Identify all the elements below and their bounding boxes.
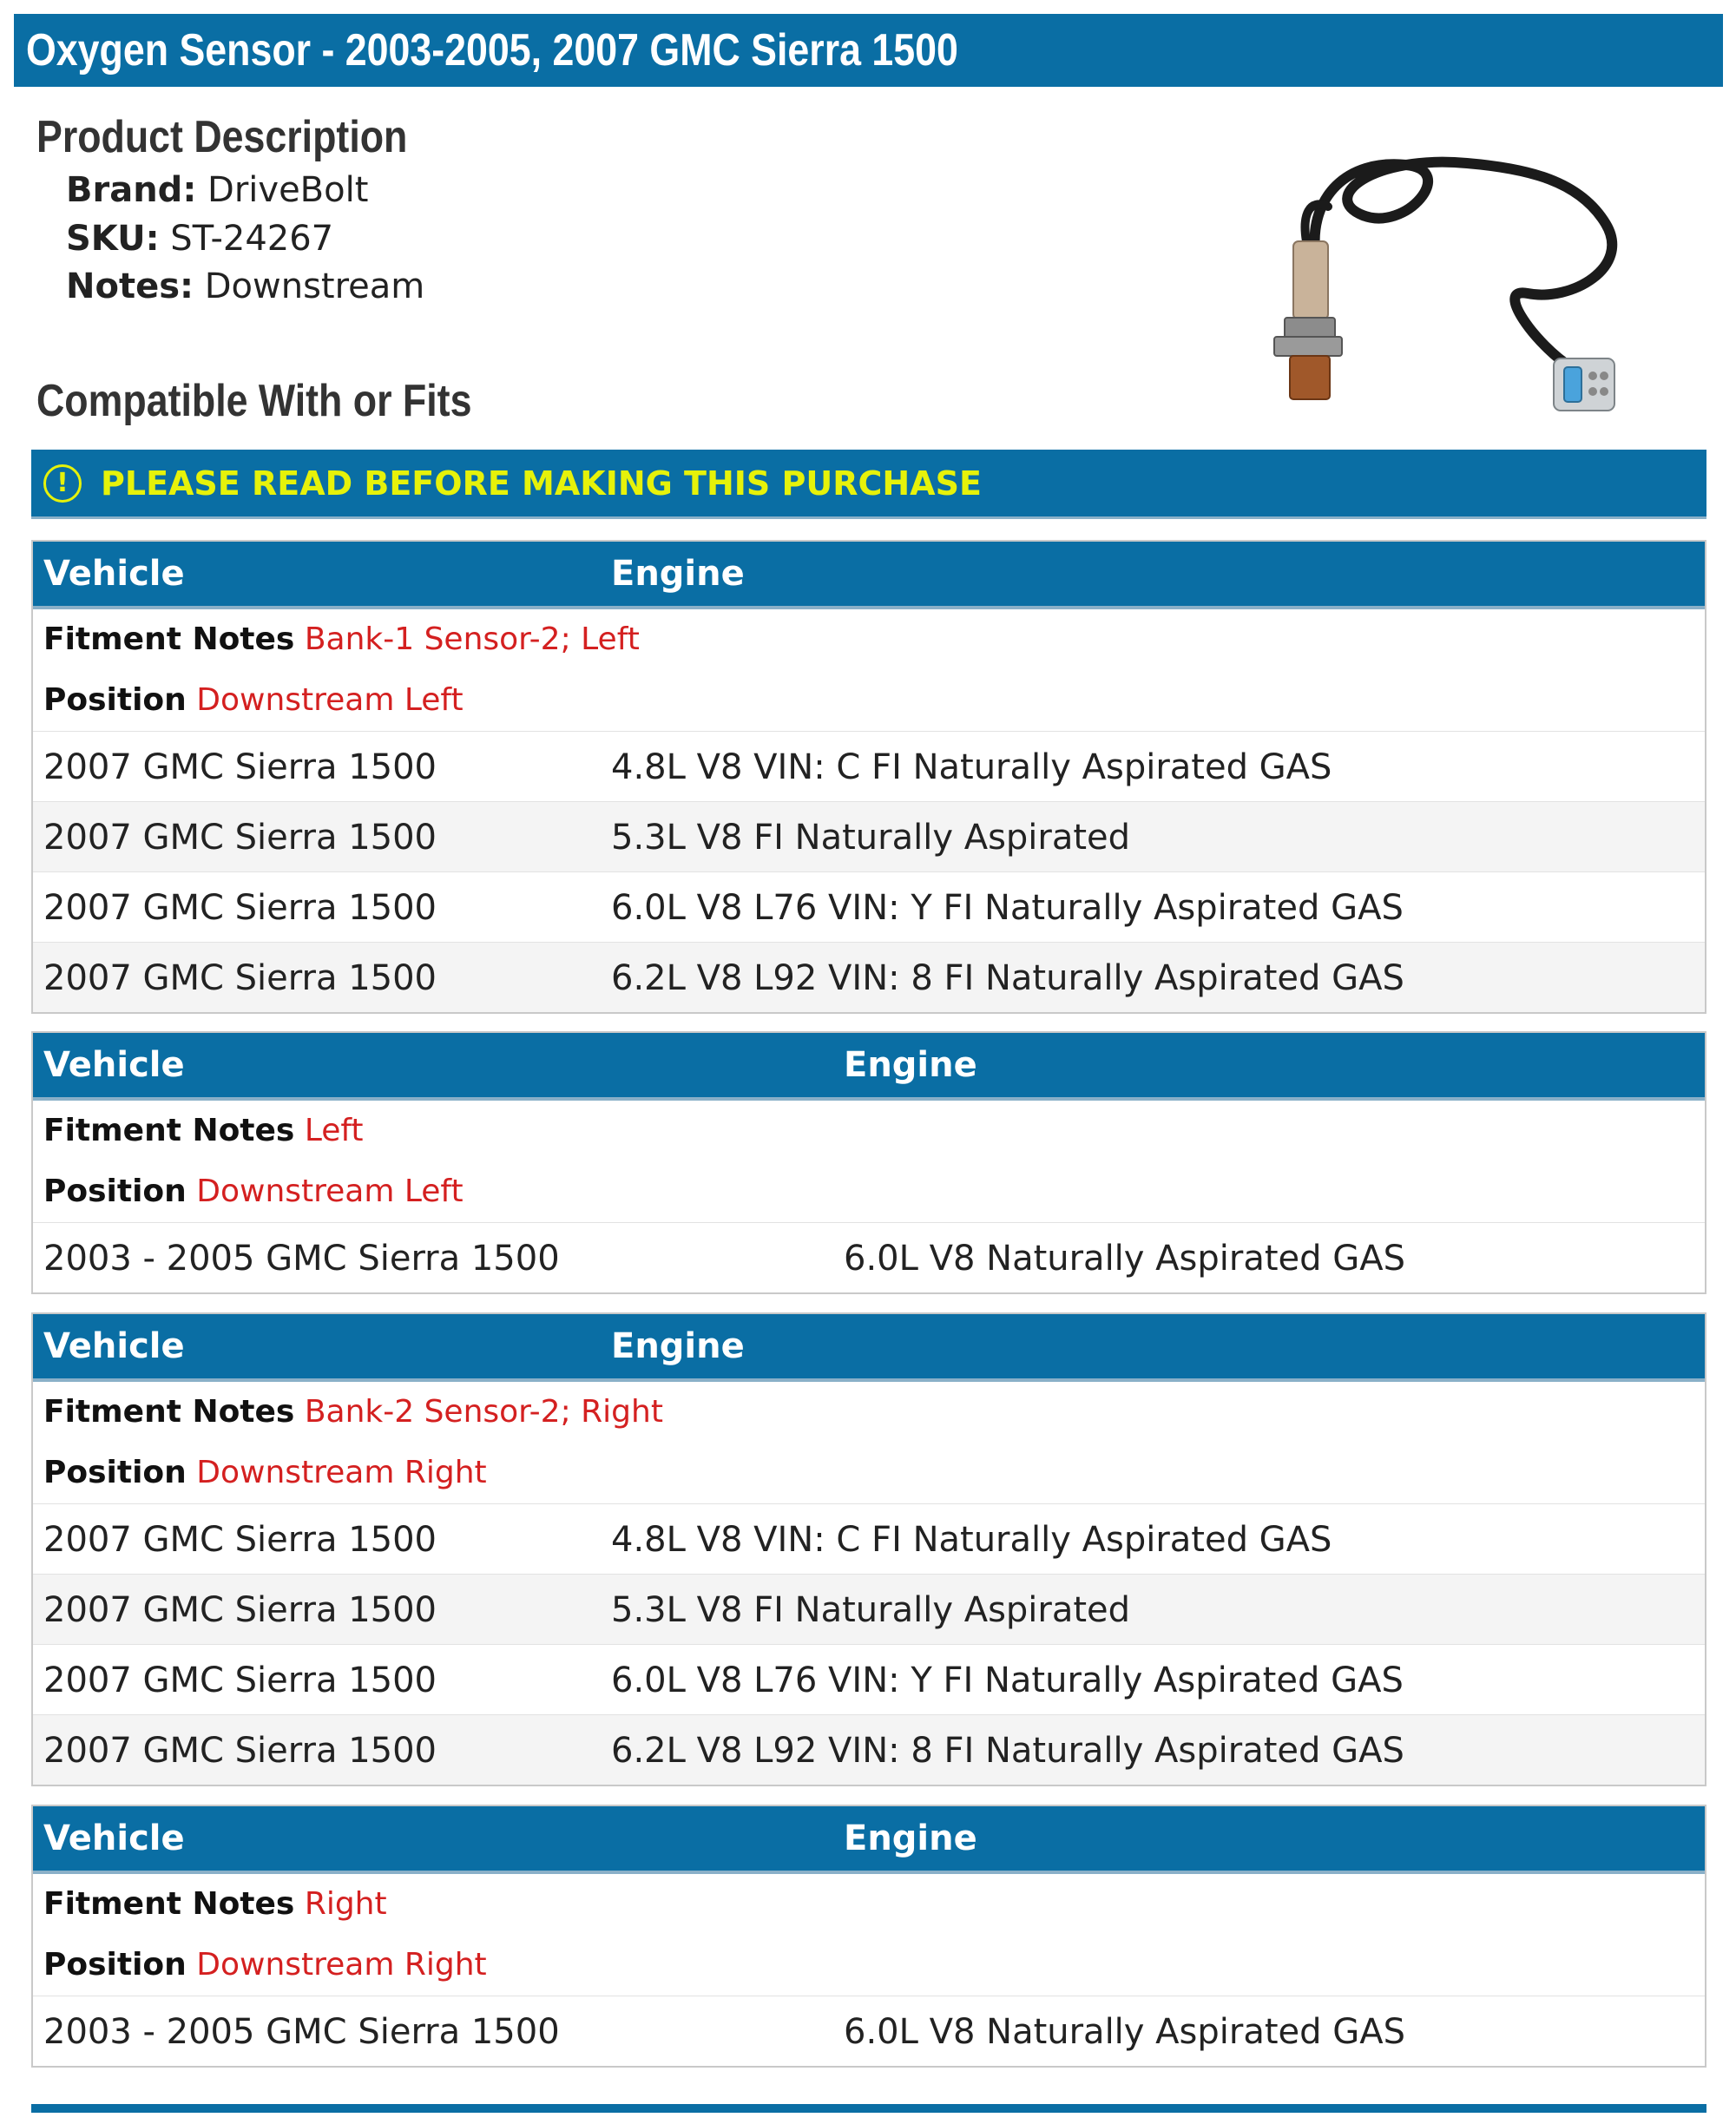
brand-line: Brand: DriveBolt xyxy=(66,170,369,210)
footer-divider xyxy=(31,2104,1706,2113)
purchase-notice-banner[interactable] xyxy=(31,450,1706,519)
table-row: 2007 GMC Sierra 1500 5.3L V8 FI Naturally Aspirated xyxy=(33,1574,1705,1644)
fitment-notes-row: Fitment Notes Right xyxy=(43,1886,387,1922)
purchase-notice-text: PLEASE READ BEFORE MAKING THIS PURCHASE xyxy=(101,464,982,503)
table-row: 2007 GMC Sierra 1500 6.0L V8 L76 VIN: Y FI Naturally Aspirated GAS xyxy=(33,871,1705,942)
table-row: 2003 - 2005 GMC Sierra 1500 6.0L V8 Naturally Aspirated GAS xyxy=(33,1222,1705,1292)
sku-line: SKU: ST-24267 xyxy=(66,219,334,259)
fitment-notes-row: Fitment Notes Left xyxy=(43,1113,364,1148)
table-row: 2007 GMC Sierra 1500 6.2L V8 L92 VIN: 8 FI Naturally Aspirated GAS xyxy=(33,942,1705,1012)
position-row: Position Downstream Right xyxy=(43,1455,487,1490)
table-header xyxy=(33,542,1705,609)
fitment-table-3 xyxy=(31,1312,1706,1786)
header-vehicle: Vehicle xyxy=(43,1045,185,1085)
table-header xyxy=(33,1314,1705,1382)
brand-value: DriveBolt xyxy=(207,170,369,210)
position-row: Position Downstream Right xyxy=(43,1947,487,1983)
table-header xyxy=(33,1033,1705,1101)
fitment-table-2 xyxy=(31,1031,1706,1294)
header-engine: Engine xyxy=(611,1326,745,1366)
header-vehicle: Vehicle xyxy=(43,1818,185,1858)
table-row: 2007 GMC Sierra 1500 6.0L V8 L76 VIN: Y FI Naturally Aspirated GAS xyxy=(33,1644,1705,1714)
table-row: 2007 GMC Sierra 1500 6.2L V8 L92 VIN: 8 FI Naturally Aspirated GAS xyxy=(33,1714,1705,1785)
notes-line: Notes: Downstream xyxy=(66,266,425,306)
page-title-bar xyxy=(14,14,1723,87)
table-row: 2007 GMC Sierra 1500 5.3L V8 FI Naturally Aspirated xyxy=(33,801,1705,871)
product-description-heading: Product Description xyxy=(36,112,408,162)
compatible-heading: Compatible With or Fits xyxy=(36,376,472,426)
oxygen-sensor-image xyxy=(1241,146,1675,432)
fitment-table-4 xyxy=(31,1805,1706,2068)
table-row: 2007 GMC Sierra 1500 4.8L V8 VIN: C FI Naturally Aspirated GAS xyxy=(33,1503,1705,1574)
header-vehicle: Vehicle xyxy=(43,554,185,594)
table-row: 2003 - 2005 GMC Sierra 1500 6.0L V8 Naturally Aspirated GAS xyxy=(33,1996,1705,2066)
header-engine: Engine xyxy=(844,1818,977,1858)
page-title: Oxygen Sensor - 2003-2005, 2007 GMC Sierra 1500 xyxy=(26,25,958,76)
position-row: Position Downstream Left xyxy=(43,682,464,718)
exclamation-circle-icon: ! xyxy=(43,464,82,503)
fitment-notes-row: Fitment Notes Bank-1 Sensor-2; Left xyxy=(43,621,640,657)
notes-value: Downstream xyxy=(204,266,425,306)
fitment-notes-row: Fitment Notes Bank-2 Sensor-2; Right xyxy=(43,1394,663,1430)
position-row: Position Downstream Left xyxy=(43,1174,464,1209)
table-row: 2007 GMC Sierra 1500 4.8L V8 VIN: C FI Naturally Aspirated GAS xyxy=(33,731,1705,801)
header-vehicle: Vehicle xyxy=(43,1326,185,1366)
sku-value: ST-24267 xyxy=(170,219,334,259)
table-header xyxy=(33,1806,1705,1874)
header-engine: Engine xyxy=(611,554,745,594)
fitment-table-1 xyxy=(31,540,1706,1014)
header-engine: Engine xyxy=(844,1045,977,1085)
